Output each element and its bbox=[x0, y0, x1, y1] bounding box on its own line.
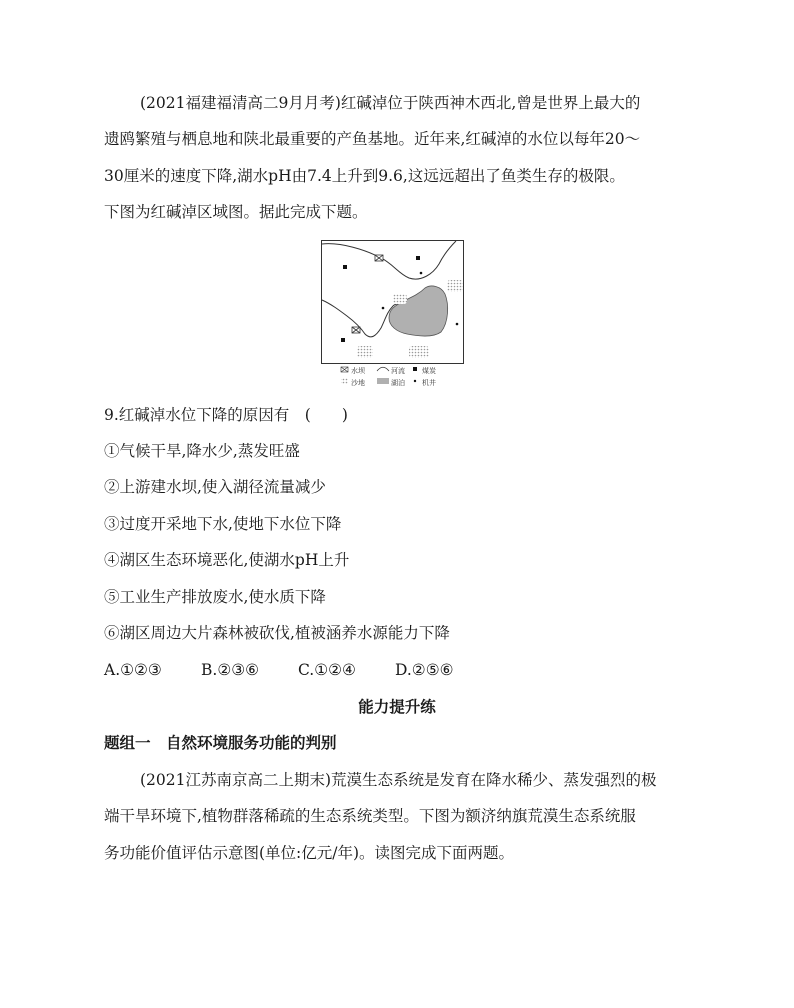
choice-b[interactable]: B.②③⑥ bbox=[201, 661, 260, 679]
well-icon bbox=[414, 380, 416, 382]
intro-line-1: (2021福建福清高二9月月考)红碱淖位于陕西神木西北,曾是世界上最大的 bbox=[140, 94, 641, 112]
region-map bbox=[321, 240, 473, 390]
coal-icon bbox=[343, 265, 347, 269]
legend-dam: 水坝 bbox=[351, 367, 365, 375]
section-title: 能力提升练 bbox=[358, 698, 436, 716]
intro-line-3: 30厘米的速度下降,湖水pH由7.4上升到9.6,这远远超出了鱼类生存的极限。 bbox=[104, 167, 625, 185]
intro2-line-3: 务功能价值评估示意图(单位:亿元/年)。读图完成下面两题。 bbox=[104, 844, 515, 862]
coal-icon bbox=[341, 338, 345, 342]
legend-coal: 煤炭 bbox=[422, 367, 436, 375]
well-icon bbox=[456, 323, 459, 326]
legend-sand: 沙地 bbox=[351, 379, 365, 387]
group-heading: 题组一 自然环境服务功能的判别 bbox=[104, 734, 337, 752]
sand-area-3 bbox=[357, 346, 373, 358]
intro-line-2: 遗鸥繁殖与栖息地和陕北最重要的产鱼基地。近年来,红碱淖的水位以每年20～ bbox=[104, 130, 641, 148]
question-stem: 9.红碱淖水位下降的原因有 ( ) bbox=[104, 406, 348, 424]
choice-a[interactable]: A.①②③ bbox=[104, 661, 162, 679]
answer-choices bbox=[104, 660, 492, 680]
intro2-line-1: (2021江苏南京高二上期末)荒漠生态系统是发育在降水稀少、蒸发强烈的极 bbox=[140, 771, 657, 789]
legend-lake: 湖泊 bbox=[391, 379, 405, 387]
intro2-line-2: 端干旱环境下,植物群落稀疏的生态系统类型。下图为额济纳旗荒漠生态系统服 bbox=[104, 807, 636, 825]
option-4: ④湖区生态环境恶化,使湖水pH上升 bbox=[104, 551, 350, 569]
intro-line-4: 下图为红碱淖区域图。据此完成下题。 bbox=[104, 203, 368, 221]
map-legend bbox=[341, 366, 436, 387]
sand-icon bbox=[341, 378, 348, 384]
well-icon bbox=[420, 272, 423, 275]
dam-icon bbox=[375, 255, 383, 261]
sand-area-4 bbox=[409, 346, 429, 358]
option-5: ⑤工业生产排放废水,使水质下降 bbox=[104, 588, 326, 606]
option-6: ⑥湖区周边大片森林被砍伐,植被涵养水源能力下降 bbox=[104, 624, 450, 642]
legend-river: 河流 bbox=[391, 367, 405, 375]
dam-icon bbox=[352, 327, 360, 333]
coal-icon bbox=[416, 256, 420, 260]
choice-c[interactable]: C.①②④ bbox=[298, 661, 356, 679]
choice-d[interactable]: D.②⑤⑥ bbox=[395, 661, 454, 679]
sand-area-2 bbox=[447, 280, 463, 292]
option-1: ①气候干旱,降水少,蒸发旺盛 bbox=[104, 442, 300, 460]
option-3: ③过度开采地下水,使地下水位下降 bbox=[104, 515, 342, 533]
sand-area-1 bbox=[393, 294, 407, 304]
option-2: ②上游建水坝,使入湖径流量减少 bbox=[104, 478, 326, 496]
river-icon bbox=[377, 367, 389, 371]
well-icon bbox=[382, 307, 385, 310]
lake-icon bbox=[377, 378, 389, 384]
coal-icon bbox=[413, 367, 417, 371]
legend-well: 机井 bbox=[422, 379, 436, 387]
